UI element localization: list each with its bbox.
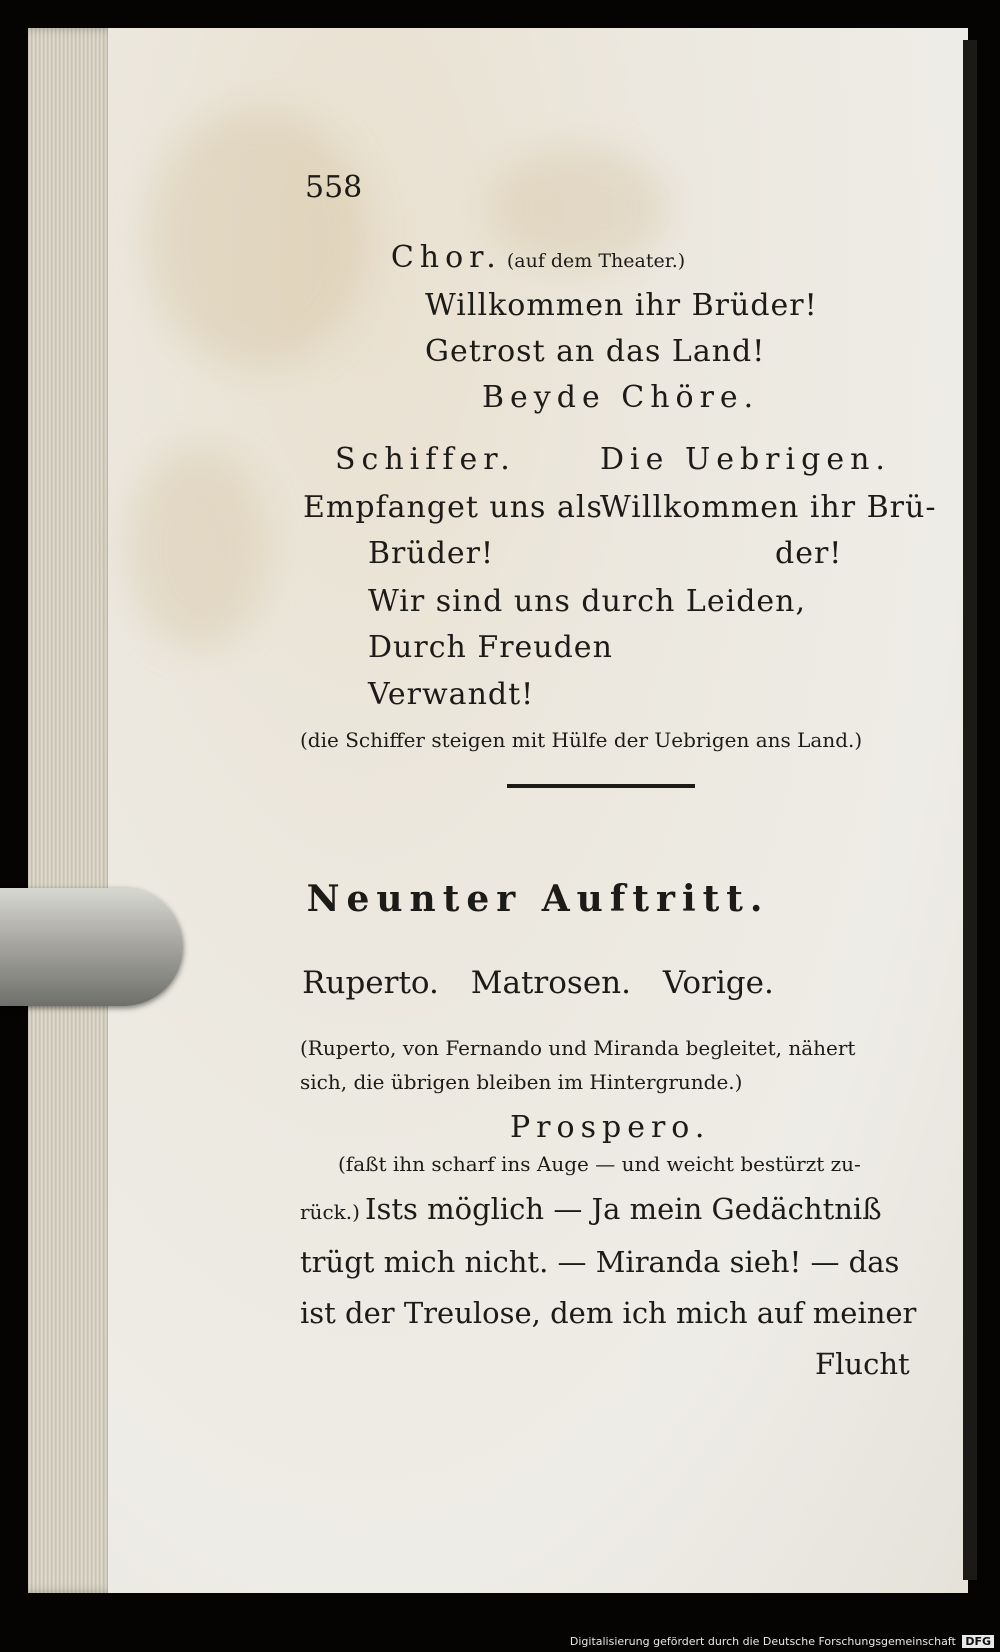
chorus-line-1: Willkommen ihr Brüder! bbox=[425, 288, 818, 323]
scene-divider bbox=[507, 784, 695, 788]
footer-text: Digitalisierung gefördert durch die Deutsche Forschungsgemeinschaft bbox=[569, 1635, 956, 1648]
left-line-3: Wir sind uns durch Leiden, bbox=[368, 584, 807, 619]
chorus-heading: Chor. bbox=[390, 240, 502, 275]
speech-text-1: Ists möglich — Ja mein Gedächtniß bbox=[365, 1192, 882, 1226]
left-line-4: Durch Freuden bbox=[368, 630, 613, 665]
chorus-line-2: Getrost an das Land! bbox=[425, 334, 766, 369]
paper-stain bbox=[148, 108, 368, 368]
stage-direction-2-line-2: sich, die übrigen bleiben im Hintergrunde.) bbox=[300, 1070, 743, 1094]
right-line-2: der! bbox=[775, 536, 843, 571]
cast-line: Ruperto. Matrosen. Vorige. bbox=[302, 965, 774, 1001]
chorus-direction: (auf dem Theater.) bbox=[506, 250, 686, 272]
speech-line-4: Flucht bbox=[815, 1347, 910, 1381]
dfg-logo-icon: DFG bbox=[962, 1635, 994, 1648]
scene-title: Neunter Auftritt. bbox=[306, 878, 770, 920]
scanner-clip bbox=[0, 888, 183, 1006]
right-line-1: Willkommen ihr Brü- bbox=[600, 490, 937, 525]
page-number: 558 bbox=[305, 170, 363, 205]
left-line-5: Verwandt! bbox=[368, 677, 535, 712]
speech-direction-end: rück.) bbox=[300, 1200, 360, 1224]
speech-line-1 bbox=[300, 1192, 882, 1226]
chorus-heading-line bbox=[108, 240, 968, 275]
book-page-edges bbox=[28, 28, 118, 1593]
stage-direction-2-line-1: (Ruperto, von Fernando und Miranda begleitet, nähert bbox=[300, 1036, 856, 1060]
paper-stain bbox=[128, 448, 268, 648]
both-choirs-heading: Beyde Chöre. bbox=[482, 380, 760, 415]
left-speaker: Schiffer. bbox=[335, 442, 516, 477]
speaker-prospero: Prospero. bbox=[510, 1110, 711, 1145]
speech-direction: (faßt ihn scharf ins Auge — und weicht bestürzt zu- bbox=[338, 1152, 861, 1176]
speech-line-2: trügt mich nicht. — Miranda sieh! — das bbox=[300, 1245, 900, 1279]
right-speaker: Die Uebrigen. bbox=[600, 442, 891, 477]
footer-credit bbox=[570, 1635, 994, 1648]
stage-direction-landing: (die Schiffer steigen mit Hülfe der Uebrigen ans Land.) bbox=[300, 728, 863, 752]
left-line-1: Empfanget uns als bbox=[303, 490, 603, 525]
speech-line-3: ist der Treulose, dem ich mich auf meiner bbox=[300, 1296, 917, 1330]
left-line-2: Brüder! bbox=[368, 536, 495, 571]
